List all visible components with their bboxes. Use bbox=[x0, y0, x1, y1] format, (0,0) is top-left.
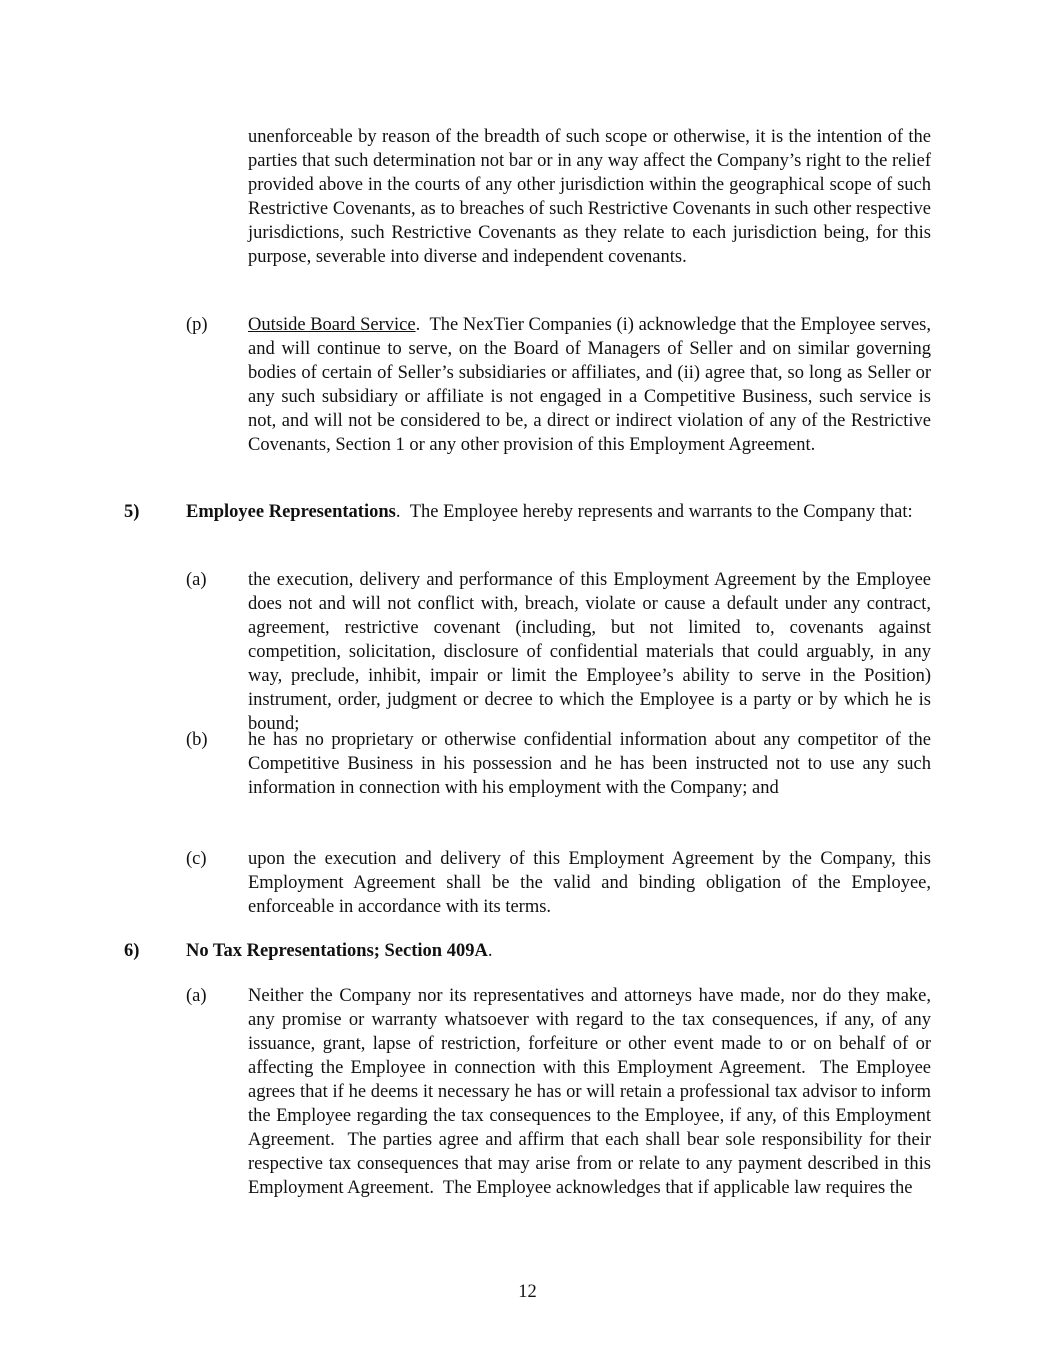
item-text: he has no proprietary or otherwise confidential information about any competitor of the Competitive Business in his possession and he has been instructed not to use any such information in connection with his employment with the Company; and bbox=[248, 730, 931, 798]
continuation-paragraph: unenforceable by reason of the breadth of such scope or otherwise, it is the intention of the parties that such determination not bar or in any way affect the Company’s right to the relief provided above in the courts of any other jurisdiction within the geographical scope of such Restrictive Covenants, as to breaches of such Restrictive Covenants in such other respective jurisdictions, such Restrictive Covenants as they relate to each jurisdiction being, for this purpose, severable into diverse and independent covenants. bbox=[248, 127, 931, 267]
item-heading: Outside Board Service bbox=[248, 315, 416, 335]
section-body bbox=[186, 500, 931, 524]
section-heading: Employee Representations bbox=[186, 502, 396, 522]
item-text: Neither the Company nor its representatives and attorneys have made, nor do they make, any promise or warranty whatsoever with regard to the tax consequences, if any, of any issuance, grant, lapse of restriction, forfeiture or other event made to or on behalf of or affecting the Employee in connection with this Employment Agreement. The Employee agrees that if he deems it necessary he has or will retain a professional tax advisor to inform the Employee regarding the tax consequences to the Employee, if any, of this Employment Agreement. The parties agree and affirm that each shall bear sole responsibility for their respective tax consequences that may arise from or relate to any payment described in this Employment Agreement. The Employee acknowledges that if applicable law requires the bbox=[248, 986, 936, 1198]
section-heading-suffix: . bbox=[487, 941, 493, 961]
section-text: The Employee hereby represents and warrants to the Company that: bbox=[409, 502, 913, 522]
section-number: 5) bbox=[124, 502, 140, 522]
item-text: the execution, delivery and performance of this Employment Agreement by the Employee does not and will not conflict with, breach, violate or cause a default under any contract, agreement, restrictive covenant (including, but not limited to, covenants against competition, solicitation, disclosure of confidential materials that could arguably, in any way, preclude, inhibit, impair or limit the Employee’s ability to serve in the Position) instrument, order, judgment or decree to which the Employee is a party or by which he is bound; bbox=[248, 570, 931, 734]
section-heading: No Tax Representations; Section 409A bbox=[186, 941, 488, 961]
item-marker: (a) bbox=[186, 986, 207, 1006]
item-body bbox=[248, 313, 931, 457]
item-heading-suffix: . bbox=[415, 315, 421, 335]
section-number: 6) bbox=[124, 941, 140, 961]
item-text: upon the execution and delivery of this Employment Agreement by the Company, this Employment Agreement shall be the valid and binding obligation of the Employee, enforceable in accordance with its terms. bbox=[248, 849, 931, 917]
section-body bbox=[186, 939, 931, 963]
item-text: The NexTier Companies (i) acknowledge that the Employee serves, and will continue to serve, on the Board of Managers of Seller and on similar governing bodies of certain of Seller’s subsidiaries or affiliates, and (ii) agree that, so long as Seller or any such subsidiary or affiliate is not engaged in a Competitive Business, such service is not, and will not be considered to be, a direct or indirect violation of any of the Restrictive Covenants, Section 1 or any other provision of this Employment Agreement. bbox=[248, 315, 931, 455]
item-marker: (a) bbox=[186, 570, 207, 590]
page-number: 12 bbox=[518, 1282, 537, 1302]
section-heading-suffix: . bbox=[395, 502, 401, 522]
item-marker: (p) bbox=[186, 315, 208, 335]
item-marker: (c) bbox=[186, 849, 207, 869]
item-marker: (b) bbox=[186, 730, 208, 750]
